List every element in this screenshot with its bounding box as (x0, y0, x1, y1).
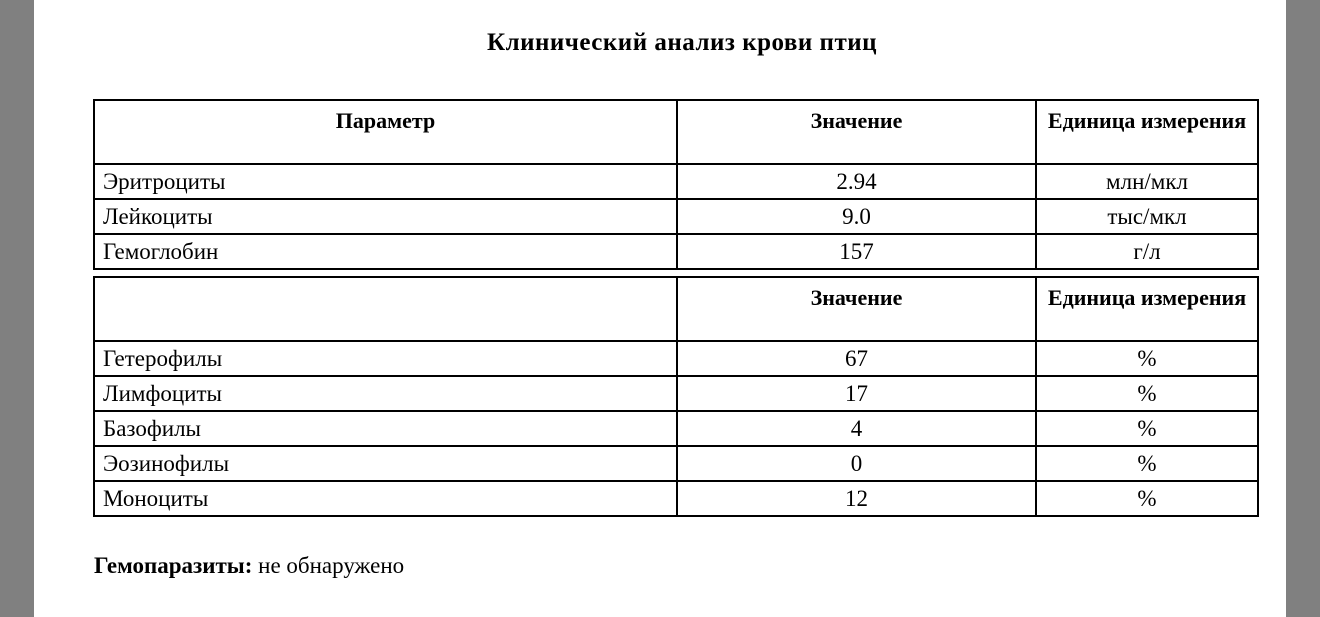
row-unit: % (1036, 481, 1258, 516)
row-unit: % (1036, 411, 1258, 446)
hemoparasites-value: не обнаружено (258, 553, 405, 578)
table-row (94, 341, 1258, 376)
table-row (94, 234, 1258, 269)
row-unit: % (1036, 446, 1258, 481)
row-value: 2.94 (677, 164, 1036, 199)
table-row (94, 164, 1258, 199)
row-parameter-name: Лейкоциты (94, 199, 677, 234)
row-parameter-name: Гетерофилы (94, 341, 677, 376)
table-row (94, 481, 1258, 516)
leukocyte-formula-table (93, 276, 1259, 517)
hemoparasites-label: Гемопаразиты: (94, 553, 253, 578)
row-parameter-name: Лимфоциты (94, 376, 677, 411)
header-parameter: Параметр (94, 100, 677, 164)
row-unit: % (1036, 341, 1258, 376)
row-parameter-name: Базофилы (94, 411, 677, 446)
document-title: Клинический анализ крови птиц (486, 29, 878, 56)
row-value: 4 (677, 411, 1036, 446)
row-unit: млн/мкл (1036, 164, 1258, 199)
header-unit: Единица измерения (1036, 100, 1258, 164)
row-value: 157 (677, 234, 1036, 269)
blood-parameters-table (93, 99, 1259, 270)
row-value: 12 (677, 481, 1036, 516)
table-row (94, 411, 1258, 446)
row-unit: г/л (1036, 234, 1258, 269)
header-value: Значение (677, 277, 1036, 341)
hemoparasites-note (94, 553, 404, 579)
document-page (34, 0, 1286, 617)
row-value: 67 (677, 341, 1036, 376)
row-value: 17 (677, 376, 1036, 411)
table-row (94, 446, 1258, 481)
table-header-row (94, 277, 1258, 341)
header-value: Значение (677, 100, 1036, 164)
row-unit: % (1036, 376, 1258, 411)
table-row (94, 199, 1258, 234)
row-value: 9.0 (677, 199, 1036, 234)
row-parameter-name: Моноциты (94, 481, 677, 516)
row-unit: тыс/мкл (1036, 199, 1258, 234)
header-unit: Единица измерения (1036, 277, 1258, 341)
row-parameter-name: Эозинофилы (94, 446, 677, 481)
row-parameter-name: Гемоглобин (94, 234, 677, 269)
header-empty (94, 277, 677, 341)
table-row (94, 376, 1258, 411)
row-parameter-name: Эритроциты (94, 164, 677, 199)
row-value: 0 (677, 446, 1036, 481)
table-header-row (94, 100, 1258, 164)
